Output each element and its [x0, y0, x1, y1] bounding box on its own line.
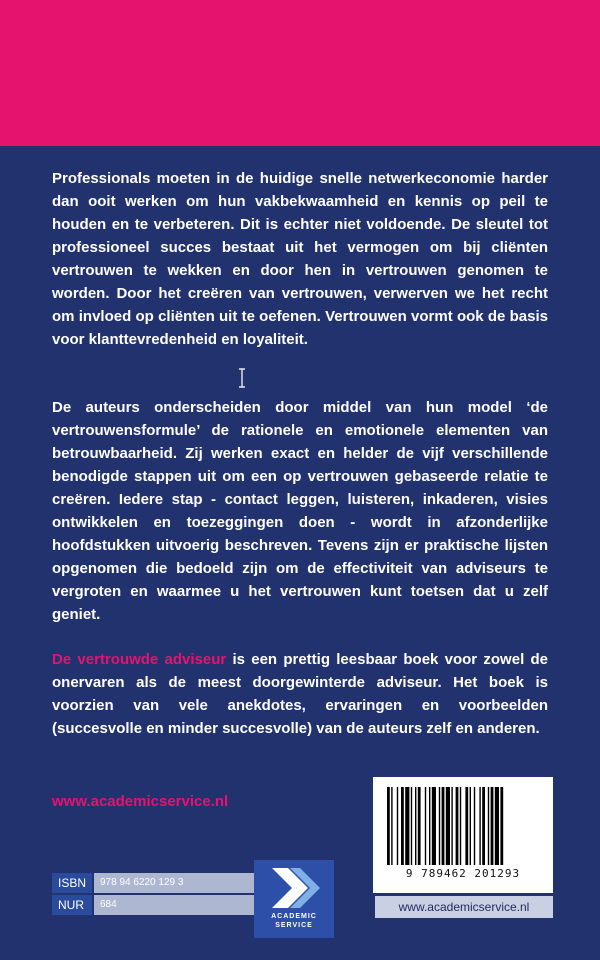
nur-label: NUR: [52, 895, 92, 915]
barcode-website-label[interactable]: www.academicservice.nl: [375, 896, 553, 918]
text-cursor-icon: [237, 368, 247, 388]
isbn-value: 978 94 6220 129 3: [94, 873, 294, 893]
barcode-number: 9 789462 201293: [405, 867, 521, 880]
barcode-icon: [387, 787, 539, 865]
blurb-paragraph-1: Professionals moeten in de huidige snelle netwerkeconomie harder dan ooit werken om hun vakbekwaamheid en kennis op peil te houden en te verbeteren. Dit is echter niet voldoende. De sleutel tot professioneel succes bestaat uit het vermogen om bij cliënten vertrouwen te wekken en door hen in vertrouwen genomen te worden. Door het creëren van vertrouwen, verwerven we het recht om invloed op cliënten uit te oefenen. Vertrouwen vormt ook de basis voor klanttevredenheid en loyaliteit.: [52, 170, 548, 348]
barcode-box: [373, 777, 553, 893]
publisher-website-link[interactable]: www.academicservice.nl: [52, 793, 229, 810]
blurb-paragraph-2: De auteurs onderscheiden door middel van hun model ‘de vertrouwensformule’ de rationele en emotionele elementen van betrouwbaarheid. Zij werken exact en helder de vijf verschillende benodigde stappen uit om een op vertrouwen gebaseerde relatie te creëren. Iedere stap - contact leggen, luisteren, inkaderen, visies ontwikkelen en toezeggingen doen - wordt in afzonderlijke hoofdstukken uitvoerig beschreven. Tevens zijn er praktische lijsten opgenomen die bedoeld zijn om de effectiviteit van adviseurs te vergroten en waarmee u het vertrouwen kunt toetsen dat u zelf geniet.: [52, 399, 548, 623]
logo-text-academic: ACADEMIC: [271, 913, 317, 920]
book-title-highlight: De vertrouwde adviseur: [52, 651, 227, 668]
blurb-paragraph-3: [52, 648, 548, 740]
isbn-label: ISBN: [52, 873, 92, 893]
top-color-band: [0, 0, 600, 146]
publisher-logo: [254, 860, 334, 938]
logo-text-service: SERVICE: [275, 922, 313, 929]
blurb-paragraph-3-text: is een prettig leesbaar boek voor zowel de onervaren als de meest doorgewinterde adviseur. Het boek is voorzien van vele anekdotes, ervaringen en voorbeelden (succesvolle en minder succesvolle) van de auteurs zelf en anderen.: [52, 651, 548, 737]
chevron-right-icon: [254, 862, 334, 914]
nur-value: 684: [94, 895, 294, 915]
